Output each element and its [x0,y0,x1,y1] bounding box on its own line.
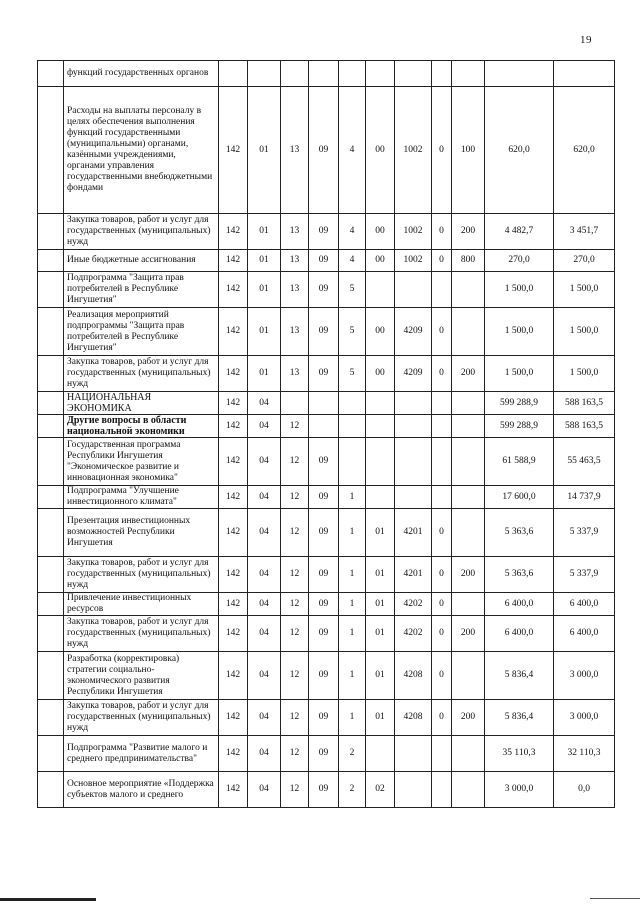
cell-c1: 142 [219,87,248,214]
row-number-cell [38,214,64,250]
cell-v1: 599 288,9 [485,392,554,415]
table-row [38,250,615,272]
cell-v1: 1 500,0 [485,356,554,392]
cell-c1: 142 [219,736,248,772]
row-number-cell [38,392,64,415]
cell-c2: 04 [248,415,281,438]
cell-c8: 0 [432,214,452,250]
row-description: функций государственных органов [64,61,219,87]
cell-c6: 02 [366,772,395,808]
cell-c1: 142 [219,438,248,486]
cell-c1 [219,61,248,87]
cell-c8 [432,415,452,438]
cell-c7: 1002 [395,250,432,272]
cell-c6: 00 [366,356,395,392]
cell-v2: 3 000,0 [554,700,615,736]
cell-c5 [339,415,366,438]
cell-v2 [554,61,615,87]
cell-c6 [366,736,395,772]
cell-v2: 6 400,0 [554,616,615,652]
table-row [38,593,615,616]
cell-c9 [452,652,485,700]
cell-c1: 142 [219,700,248,736]
cell-c4: 09 [309,700,339,736]
cell-c3: 12 [281,616,309,652]
cell-c2: 01 [248,356,281,392]
cell-c9: 100 [452,87,485,214]
cell-v1: 270,0 [485,250,554,272]
cell-c2: 01 [248,308,281,356]
cell-c1: 142 [219,652,248,700]
cell-c2: 04 [248,438,281,486]
cell-c5: 1 [339,509,366,557]
table-row [38,392,615,415]
cell-c8 [432,736,452,772]
cell-c7 [395,486,432,509]
cell-c3: 13 [281,308,309,356]
cell-c7: 1002 [395,87,432,214]
cell-c9 [452,772,485,808]
cell-v2: 6 400,0 [554,593,615,616]
cell-v1: 1 500,0 [485,308,554,356]
cell-c9 [452,308,485,356]
cell-c1: 142 [219,250,248,272]
cell-c7: 4208 [395,652,432,700]
cell-c7 [395,736,432,772]
table-row [38,616,615,652]
cell-v2: 1 500,0 [554,272,615,308]
cell-c2: 04 [248,509,281,557]
cell-c7 [395,61,432,87]
cell-c4: 09 [309,616,339,652]
scan-edge-mark-right [590,898,640,899]
row-description: Закупка товаров, работ и услуг для государственных (муниципальных) нужд [64,214,219,250]
cell-c6 [366,61,395,87]
cell-v1: 35 110,3 [485,736,554,772]
cell-v2: 1 500,0 [554,356,615,392]
cell-c8: 0 [432,557,452,593]
cell-c6: 00 [366,308,395,356]
cell-c2: 04 [248,486,281,509]
cell-c3: 12 [281,557,309,593]
cell-c4 [309,415,339,438]
table-row [38,486,615,509]
row-description: Реализация мероприятий подпрограммы "Защита прав потребителей в Республике Ингушетия" [64,308,219,356]
cell-c3: 13 [281,87,309,214]
cell-c9 [452,272,485,308]
row-number-cell [38,356,64,392]
cell-c7: 4209 [395,356,432,392]
cell-v1: 599 288,9 [485,415,554,438]
row-number-cell [38,557,64,593]
row-number-cell [38,593,64,616]
cell-c2: 01 [248,87,281,214]
cell-v1: 620,0 [485,87,554,214]
row-description: Разработка (корректировка) стратегии социально-экономического развития Республики Ингушетия [64,652,219,700]
cell-c4: 09 [309,214,339,250]
cell-c7: 4208 [395,700,432,736]
cell-v2: 5 337,9 [554,509,615,557]
cell-c3: 13 [281,356,309,392]
cell-c6 [366,272,395,308]
row-description: НАЦИОНАЛЬНАЯ ЭКОНОМИКА [64,392,219,415]
cell-c4: 09 [309,593,339,616]
row-number-cell [38,415,64,438]
budget-table [37,60,615,808]
cell-c1: 142 [219,308,248,356]
cell-v1: 3 000,0 [485,772,554,808]
row-description: Закупка товаров, работ и услуг для государственных (муниципальных) нужд [64,557,219,593]
cell-c2: 04 [248,736,281,772]
cell-c3: 12 [281,772,309,808]
row-description: Подпрограмма "Улучшение инвестиционного климата" [64,486,219,509]
cell-c1: 142 [219,557,248,593]
row-number-cell [38,616,64,652]
cell-c6: 01 [366,557,395,593]
cell-c3: 12 [281,593,309,616]
cell-c6 [366,415,395,438]
cell-c3: 13 [281,250,309,272]
row-number-cell [38,308,64,356]
cell-c1: 142 [219,486,248,509]
cell-v2: 55 463,5 [554,438,615,486]
cell-c2: 04 [248,593,281,616]
row-description: Государственная программа Республики Ингушетия "Экономическое развитие и инновационная экономика" [64,438,219,486]
cell-v1: 6 400,0 [485,616,554,652]
cell-c6 [366,486,395,509]
row-description: Закупка товаров, работ и услуг для государственных (муниципальных) нужд [64,616,219,652]
cell-c6: 00 [366,214,395,250]
table-row [38,438,615,486]
row-description: Подпрограмма "Развитие малого и среднего предпринимательства" [64,736,219,772]
table-row [38,772,615,808]
cell-c2: 04 [248,652,281,700]
cell-c2: 04 [248,557,281,593]
cell-c5 [339,438,366,486]
row-description: Закупка товаров, работ и услуг для государственных (муниципальных) нужд [64,356,219,392]
cell-c6: 01 [366,652,395,700]
cell-v1: 5 836,4 [485,652,554,700]
cell-c3: 12 [281,652,309,700]
cell-c8 [432,438,452,486]
cell-c1: 142 [219,415,248,438]
cell-v1: 5 836,4 [485,700,554,736]
cell-c9: 200 [452,214,485,250]
cell-c7 [395,415,432,438]
table-row [38,557,615,593]
cell-c9 [452,736,485,772]
table-row [38,700,615,736]
table-row [38,214,615,250]
cell-c5: 5 [339,356,366,392]
cell-c1: 142 [219,509,248,557]
cell-c4: 09 [309,772,339,808]
cell-c5: 1 [339,652,366,700]
cell-c9 [452,415,485,438]
cell-c2 [248,61,281,87]
cell-v2: 0,0 [554,772,615,808]
cell-c7 [395,772,432,808]
cell-c9: 800 [452,250,485,272]
row-number-cell [38,736,64,772]
cell-c5: 5 [339,308,366,356]
cell-c2: 04 [248,392,281,415]
cell-c5: 4 [339,250,366,272]
row-description: Презентация инвестиционных возможностей Республики Ингушетия [64,509,219,557]
cell-v2: 588 163,5 [554,392,615,415]
cell-c4: 09 [309,557,339,593]
row-number-cell [38,272,64,308]
row-number-cell [38,486,64,509]
cell-v2: 620,0 [554,87,615,214]
cell-c1: 142 [219,772,248,808]
cell-c7 [395,438,432,486]
cell-v1: 5 363,6 [485,509,554,557]
cell-c9 [452,392,485,415]
cell-c9 [452,486,485,509]
cell-c8 [432,61,452,87]
cell-c2: 04 [248,772,281,808]
table-row [38,356,615,392]
cell-v1: 6 400,0 [485,593,554,616]
table-row [38,61,615,87]
cell-c5: 1 [339,486,366,509]
cell-c4: 09 [309,356,339,392]
cell-c5 [339,392,366,415]
row-description: Расходы на выплаты персоналу в целях обеспечения выполнения функций государственными (муниципальными) органами, казёнными учреждениями, органами управления государственными внебюджетными фондами [64,87,219,214]
cell-c3: 13 [281,214,309,250]
cell-c4 [309,61,339,87]
cell-c6: 01 [366,509,395,557]
cell-v2: 588 163,5 [554,415,615,438]
cell-v1: 4 482,7 [485,214,554,250]
cell-c7: 4202 [395,616,432,652]
cell-c5: 1 [339,593,366,616]
cell-c2: 01 [248,214,281,250]
cell-c9 [452,61,485,87]
cell-c4: 09 [309,486,339,509]
cell-c7: 4202 [395,593,432,616]
table-row [38,509,615,557]
cell-c7 [395,392,432,415]
cell-c3 [281,61,309,87]
cell-c3: 12 [281,415,309,438]
cell-v1: 5 363,6 [485,557,554,593]
cell-c8: 0 [432,700,452,736]
cell-c2: 04 [248,616,281,652]
row-number-cell [38,438,64,486]
cell-c4: 09 [309,87,339,214]
cell-c3: 12 [281,736,309,772]
cell-c1: 142 [219,214,248,250]
cell-c8 [432,392,452,415]
cell-c5: 1 [339,557,366,593]
cell-c9: 200 [452,700,485,736]
cell-v1 [485,61,554,87]
cell-c4: 09 [309,250,339,272]
cell-c6: 01 [366,593,395,616]
cell-c6: 01 [366,616,395,652]
cell-c2: 04 [248,700,281,736]
cell-c3: 12 [281,509,309,557]
cell-c7: 1002 [395,214,432,250]
cell-c1: 142 [219,616,248,652]
row-number-cell [38,772,64,808]
cell-v2: 32 110,3 [554,736,615,772]
row-number-cell [38,509,64,557]
cell-c5 [339,61,366,87]
table-row [38,272,615,308]
cell-c8: 0 [432,652,452,700]
row-description: Другие вопросы в области национальной экономики [64,415,219,438]
cell-c5: 1 [339,616,366,652]
cell-c2: 01 [248,250,281,272]
cell-c8 [432,486,452,509]
cell-v1: 61 588,9 [485,438,554,486]
cell-c8: 0 [432,250,452,272]
cell-c2: 01 [248,272,281,308]
cell-v2: 3 451,7 [554,214,615,250]
cell-c3: 13 [281,272,309,308]
cell-c6: 01 [366,700,395,736]
table-row [38,308,615,356]
row-description: Закупка товаров, работ и услуг для государственных (муниципальных) нужд [64,700,219,736]
cell-c8: 0 [432,87,452,214]
cell-c9: 200 [452,557,485,593]
cell-c8: 0 [432,356,452,392]
cell-c9: 200 [452,616,485,652]
cell-c3: 12 [281,438,309,486]
cell-v1: 1 500,0 [485,272,554,308]
cell-v2: 3 000,0 [554,652,615,700]
cell-c8 [432,772,452,808]
cell-c5: 1 [339,700,366,736]
cell-c9: 200 [452,356,485,392]
row-number-cell [38,652,64,700]
cell-c4: 09 [309,652,339,700]
cell-v2: 14 737,9 [554,486,615,509]
cell-c4: 09 [309,272,339,308]
cell-c5: 4 [339,87,366,214]
row-number-cell [38,87,64,214]
cell-c4: 09 [309,438,339,486]
cell-c8 [432,272,452,308]
cell-c7: 4201 [395,557,432,593]
row-description: Подпрограмма "Защита прав потребителей в Республике Ингушетия" [64,272,219,308]
cell-c4: 09 [309,736,339,772]
cell-c8: 0 [432,593,452,616]
cell-c7 [395,272,432,308]
cell-c6: 00 [366,87,395,214]
cell-c1: 142 [219,593,248,616]
cell-v2: 270,0 [554,250,615,272]
cell-v2: 1 500,0 [554,308,615,356]
cell-c5: 2 [339,736,366,772]
cell-c8: 0 [432,509,452,557]
cell-v2: 5 337,9 [554,557,615,593]
cell-c9 [452,593,485,616]
cell-c9 [452,438,485,486]
cell-c7: 4201 [395,509,432,557]
cell-c6: 00 [366,250,395,272]
table-row [38,736,615,772]
cell-c6 [366,438,395,486]
cell-v1: 17 600,0 [485,486,554,509]
cell-c1: 142 [219,356,248,392]
cell-c3: 12 [281,700,309,736]
row-description: Основное мероприятие «Поддержка субъектов малого и среднего [64,772,219,808]
cell-c3 [281,392,309,415]
cell-c4 [309,392,339,415]
cell-c8: 0 [432,308,452,356]
table-row [38,652,615,700]
cell-c6 [366,392,395,415]
cell-c5: 5 [339,272,366,308]
cell-c4: 09 [309,308,339,356]
cell-c1: 142 [219,392,248,415]
cell-c4: 09 [309,509,339,557]
table-row [38,415,615,438]
row-number-cell [38,250,64,272]
cell-c9 [452,509,485,557]
cell-c3: 12 [281,486,309,509]
scan-edge-mark [0,898,96,901]
row-description: Иные бюджетные ассигнования [64,250,219,272]
cell-c7: 4209 [395,308,432,356]
row-number-cell [38,61,64,87]
page-number: 19 [580,34,592,46]
cell-c1: 142 [219,272,248,308]
cell-c8: 0 [432,616,452,652]
row-number-cell [38,700,64,736]
row-description: Привлечение инвестиционных ресурсов [64,593,219,616]
cell-c5: 2 [339,772,366,808]
table-row [38,87,615,214]
cell-c5: 4 [339,214,366,250]
